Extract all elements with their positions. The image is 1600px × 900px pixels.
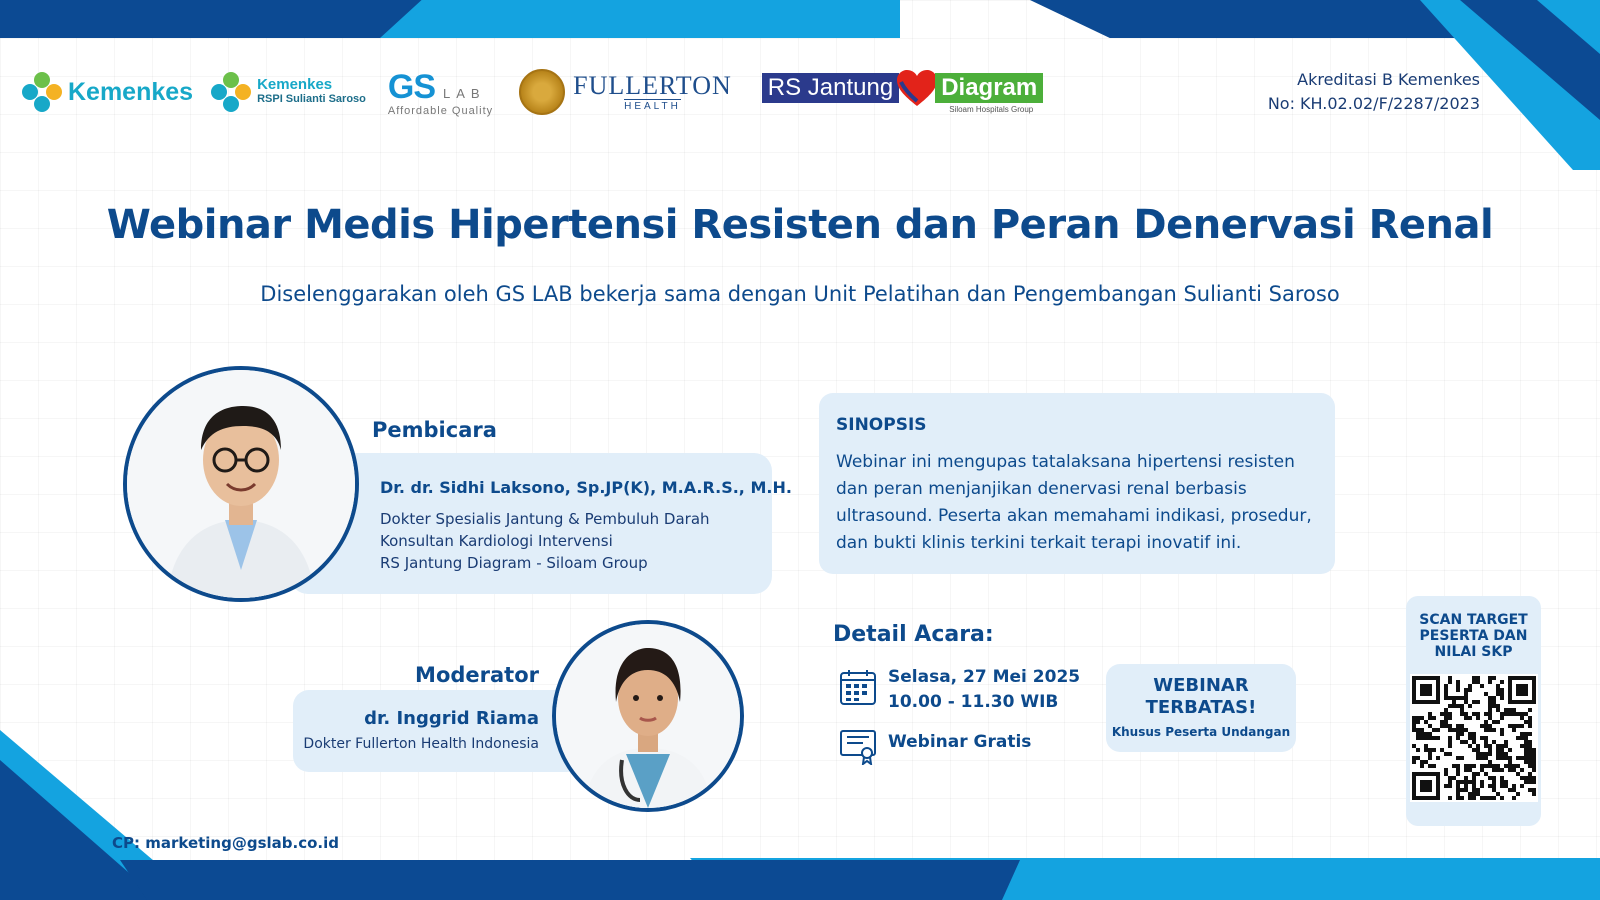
speaker-photo <box>123 366 359 602</box>
rs-jantung-left-text: RS Jantung <box>762 73 899 103</box>
synopsis-body: Webinar ini mengupas tatalaksana hipertensi resisten dan peran menjanjikan denervasi renal berbasis ultrasound. Peserta akan memahami indikasi, prosedur, dan bukti klinis terkini terkait terapi inovatif ini. <box>836 452 1312 553</box>
fullerton-name: FULLERTON <box>573 70 732 100</box>
moderator-desc: Dokter Fullerton Health Indonesia <box>303 736 539 752</box>
speaker-portrait-icon <box>127 370 355 598</box>
rs-jantung-logo <box>762 71 1043 114</box>
speaker-desc-3: RS Jantung Diagram - Siloam Group <box>380 554 648 572</box>
kemenkes-rspi-logo <box>211 72 366 112</box>
kemenkes-logo-text: Kemenkes <box>68 77 194 106</box>
lion-icon <box>519 69 565 115</box>
limited-subtitle: Khusus Peserta Undangan <box>1111 725 1291 739</box>
detail-title: Detail Acara: <box>833 622 994 647</box>
page-title: Webinar Medis Hipertensi Resisten dan Peran Denervasi Renal <box>106 202 1494 248</box>
speaker-name: Dr. dr. Sidhi Laksono, Sp.JP(K), M.A.R.S., M.H. <box>380 478 792 497</box>
rs-jantung-group-text: Siloam Hospitals Group <box>949 104 1034 114</box>
speaker-desc-2: Konsultan Kardiologi Intervensi <box>380 532 613 550</box>
gslab-tagline: Affordable Quality <box>387 104 494 117</box>
synopsis-title: SINOPSIS <box>836 415 927 435</box>
kemenkes-rspi-bottom-text: RSPI Sulianti Saroso <box>257 93 366 105</box>
speaker-desc-1: Dokter Spesialis Jantung & Pembuluh Darah <box>380 510 710 528</box>
scan-qr-card <box>1406 596 1541 826</box>
contact-person[interactable]: CP: marketing@gslab.co.id <box>112 834 339 852</box>
kemenkes-flower-icon <box>22 72 62 112</box>
kemenkes-rspi-top-text: Kemenkes <box>257 76 333 93</box>
fullerton-sub: HEALTH <box>624 100 681 112</box>
heart-icon <box>895 68 939 108</box>
event-date: Selasa, 27 Mei 2025 <box>888 667 1081 687</box>
kemenkes-rspi-flower-icon <box>211 72 251 112</box>
page-subtitle: Diselenggarakan oleh GS LAB bekerja sama dengan Unit Pelatihan dan Pengembangan Sulianti Saroso <box>260 282 1340 306</box>
accreditation-block <box>1268 68 1480 116</box>
rs-jantung-right-text: Diagram <box>935 73 1043 103</box>
qr-code-icon <box>1412 676 1536 800</box>
certificate-icon <box>839 727 877 765</box>
decor-band-top-middle <box>380 0 900 38</box>
gslab-logo <box>388 68 493 117</box>
accreditation-line-2: No: KH.02.02/F/2287/2023 <box>1267 94 1480 113</box>
limited-badge <box>1106 664 1296 752</box>
qr-code[interactable] <box>1410 674 1538 802</box>
decor-band-bottom-dark <box>120 860 1020 900</box>
speaker-role-label: Pembicara <box>372 418 497 442</box>
gslab-mark: GS <box>387 67 436 106</box>
limited-line-2: TERBATAS! <box>1145 697 1257 718</box>
scan-title: SCAN TARGET PESERTA DAN NILAI SKP <box>1419 612 1528 660</box>
moderator-name: dr. Inggrid Riama <box>364 708 539 729</box>
gslab-lab-text: LAB <box>443 85 486 101</box>
limited-line-1: WEBINAR <box>1153 675 1249 696</box>
kemenkes-logo <box>22 72 193 112</box>
moderator-portrait-icon <box>556 624 740 808</box>
synopsis-card <box>819 393 1335 574</box>
calendar-icon <box>839 668 877 706</box>
moderator-photo <box>552 620 744 812</box>
event-price: Webinar Gratis <box>888 732 1032 752</box>
event-time: 10.00 - 11.30 WIB <box>888 692 1059 712</box>
moderator-role-label: Moderator <box>415 663 539 687</box>
fullerton-logo <box>519 69 732 115</box>
moderator-card <box>293 690 583 772</box>
accreditation-line-1: Akreditasi B Kemenkes <box>1297 70 1480 89</box>
logo-row <box>22 62 1043 122</box>
